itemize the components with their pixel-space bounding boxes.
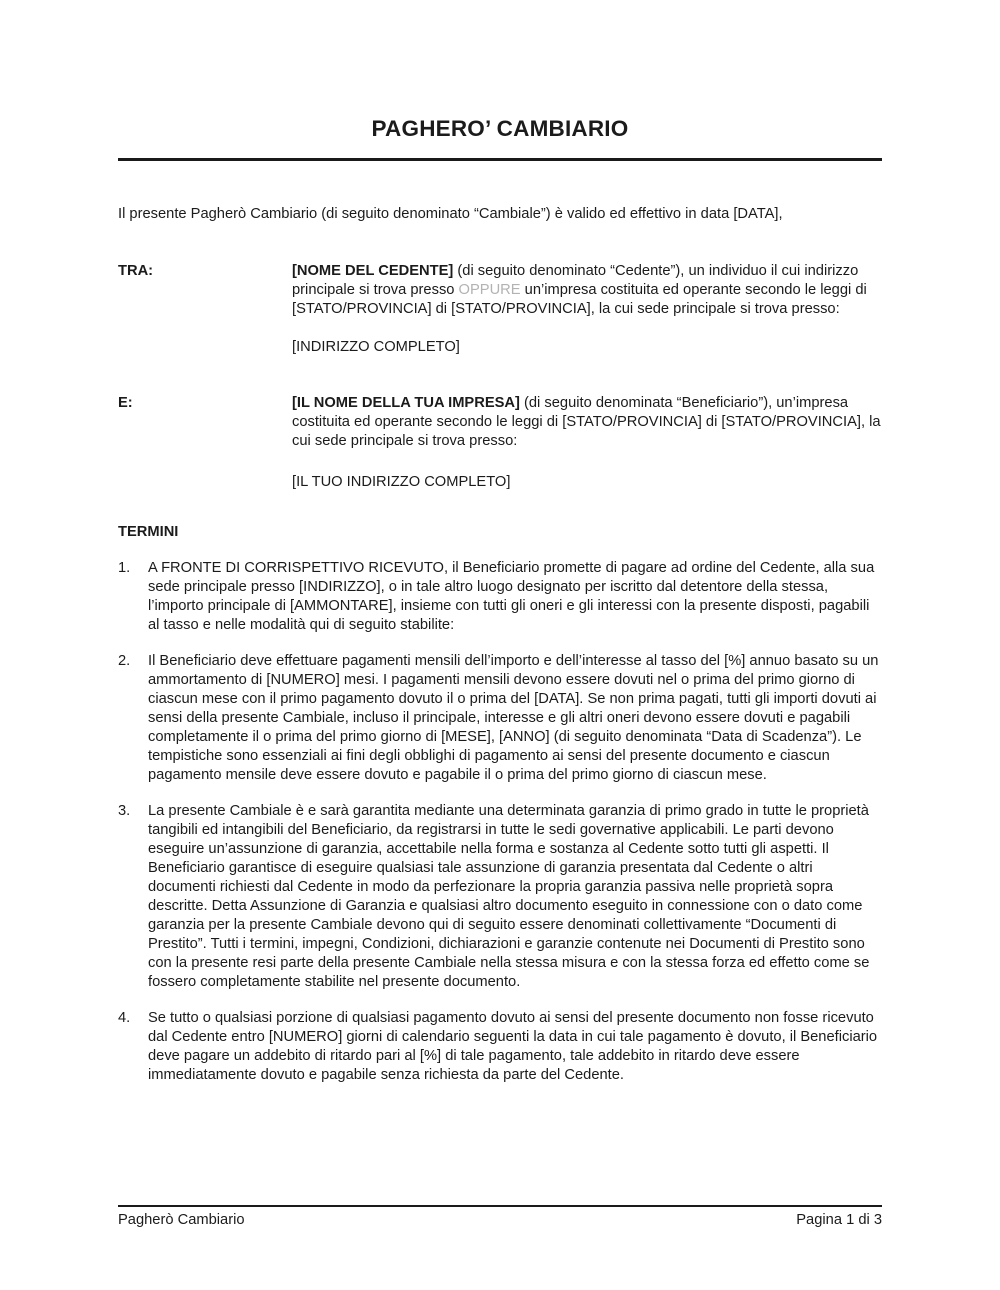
or-word: OPPURE xyxy=(458,282,521,298)
footer-divider xyxy=(118,1205,882,1207)
footer-document-name: Pagherò Cambiario xyxy=(118,1212,245,1228)
party-paragraph-tra xyxy=(292,262,882,319)
party-section-tra xyxy=(118,262,882,357)
term-number: 3. xyxy=(118,803,131,819)
page-footer xyxy=(118,1205,882,1230)
party-paragraph-e xyxy=(292,394,882,451)
term-item-3 xyxy=(118,802,882,992)
party-text-before-or: (di seguito denominato “Cedente”), un individuo il cui indirizzo principale si trova presso xyxy=(292,263,859,298)
term-item-1 xyxy=(118,559,882,635)
term-text: A FRONTE DI CORRISPETTIVO RICEVUTO, il Beneficiario promette di pagare ad ordine del Cedente, alla sua sede principale presso [INDIRIZZO], o in tale altro luogo designato per iscritto dal detentore della stessa, l’importo principale di [AMMONTARE], insieme con tutti gli oneri e gli interessi con la presente disposti, pagabili al tasso e nelle modalità qui di seguito stabilite: xyxy=(148,560,875,633)
party-content-tra xyxy=(292,262,882,357)
party-label-e: E: xyxy=(118,395,133,411)
term-item-2 xyxy=(118,652,882,785)
party-section-e xyxy=(118,394,882,492)
term-item-4 xyxy=(118,1009,882,1085)
terms-heading: TERMINI xyxy=(118,524,179,540)
title-divider xyxy=(118,158,882,161)
party-text-e: (di seguito denominata “Beneficiario”), un’impresa costituita ed operante secondo le leggi di [STATO/PROVINCIA] di [STATO/PROVINCIA], la cui sede principale si trova presso: xyxy=(292,395,881,449)
company-name-placeholder: [IL NOME DELLA TUA IMPRESA] xyxy=(292,395,520,411)
party-text-after-or: un’impresa costituita ed operante secondo le leggi di [STATO/PROVINCIA] di [STATO/PROVINCIA], la cui sede principale si trova presso: xyxy=(292,282,867,317)
term-text: Se tutto o qualsiasi porzione di qualsiasi pagamento dovuto ai sensi del presente documento non fosse ricevuto dal Cedente entro [NUMERO] giorni di calendario seguenti la data in cui tale pagamento è dovuto, il Beneficiario deve pagare un addebito di ritardo pari al [%] di tale pagamento, tale addebito in ritardo deve essere immediatamente dovuto e pagabile senza richiesta da parte del Cedente. xyxy=(148,1010,878,1083)
footer-page-number: Pagina 1 di 3 xyxy=(796,1212,882,1228)
term-text: La presente Cambiale è e sarà garantita mediante una determinata garanzia di primo grado in tutte le proprietà tangibili ed intangibili del Beneficiario, da registrarsi in tutte le sedi governative applicabili. Le parti devono eseguire un’assunzione di garanzia, accettabile nella forma e sostanza al Cedente sotto tutti gli aspetti. Il Beneficiario garantisce di eseguire qualsiasi tale assunzione di garanzia presentata dal Cedente o altri documenti richiesti dal Cedente in modo da perfezionare la propria garanzia passiva nelle proprietà sopra descritte. Detta Assunzione di Garanzia e qualsiasi altro documento eseguito in connessione con o dato come garanzia per la presente Cambiale devono qui di seguito essere denominati collettivamente “Documenti di Prestito”. Tutti i termini, impegni, Condizioni, dichiarazioni e garanzie contenute nei Documenti di Prestito sono con la presente resi parte della presente Cambiale nella stessa misura e con la stessa forza ed effetto come se fossero completamente stabilite nel presente documento. xyxy=(148,803,870,990)
party-label-tra: TRA: xyxy=(118,263,154,279)
party-name-placeholder: [NOME DEL CEDENTE] xyxy=(292,263,454,279)
page-title: PAGHERO’ CAMBIARIO xyxy=(371,116,629,141)
intro-paragraph: Il presente Pagherò Cambiario (di seguito denominato “Cambiale”) è valido ed effettivo in data [DATA], xyxy=(118,206,783,222)
term-number: 4. xyxy=(118,1010,131,1026)
term-number: 2. xyxy=(118,653,131,669)
term-text: Il Beneficiario deve effettuare pagamenti mensili dell’importo e dell’interesse al tasso del [%] annuo basato su un ammortamento di [NUMERO] mesi. I pagamenti mensili devono essere dovuti nel o prima del primo giorno di ciascun mese con il primo pagamento dovuto il o prima del [DATA]. Se non prima pagati, tutti gli importi dovuti ai sensi della presente Cambiale, incluso il principale, interesse e gli altri oneri devono essere dovuti e pagabili completamente il o prima del primo giorno di [MESE], [ANNO] (di seguito denominata “Data di Scadenza”). Le tempistiche sono essenziali ai fini degli obblighi di pagamento ai sensi del presente documento e ciascun pagamento mensile deve essere dovuto e pagabile il o prima del primo giorno di ciascun mese. xyxy=(148,653,879,783)
party-content-e xyxy=(292,394,882,492)
address-placeholder-cedente: [INDIRIZZO COMPLETO] xyxy=(292,339,460,355)
address-placeholder-beneficiario: [IL TUO INDIRIZZO COMPLETO] xyxy=(292,474,511,490)
term-number: 1. xyxy=(118,560,131,576)
